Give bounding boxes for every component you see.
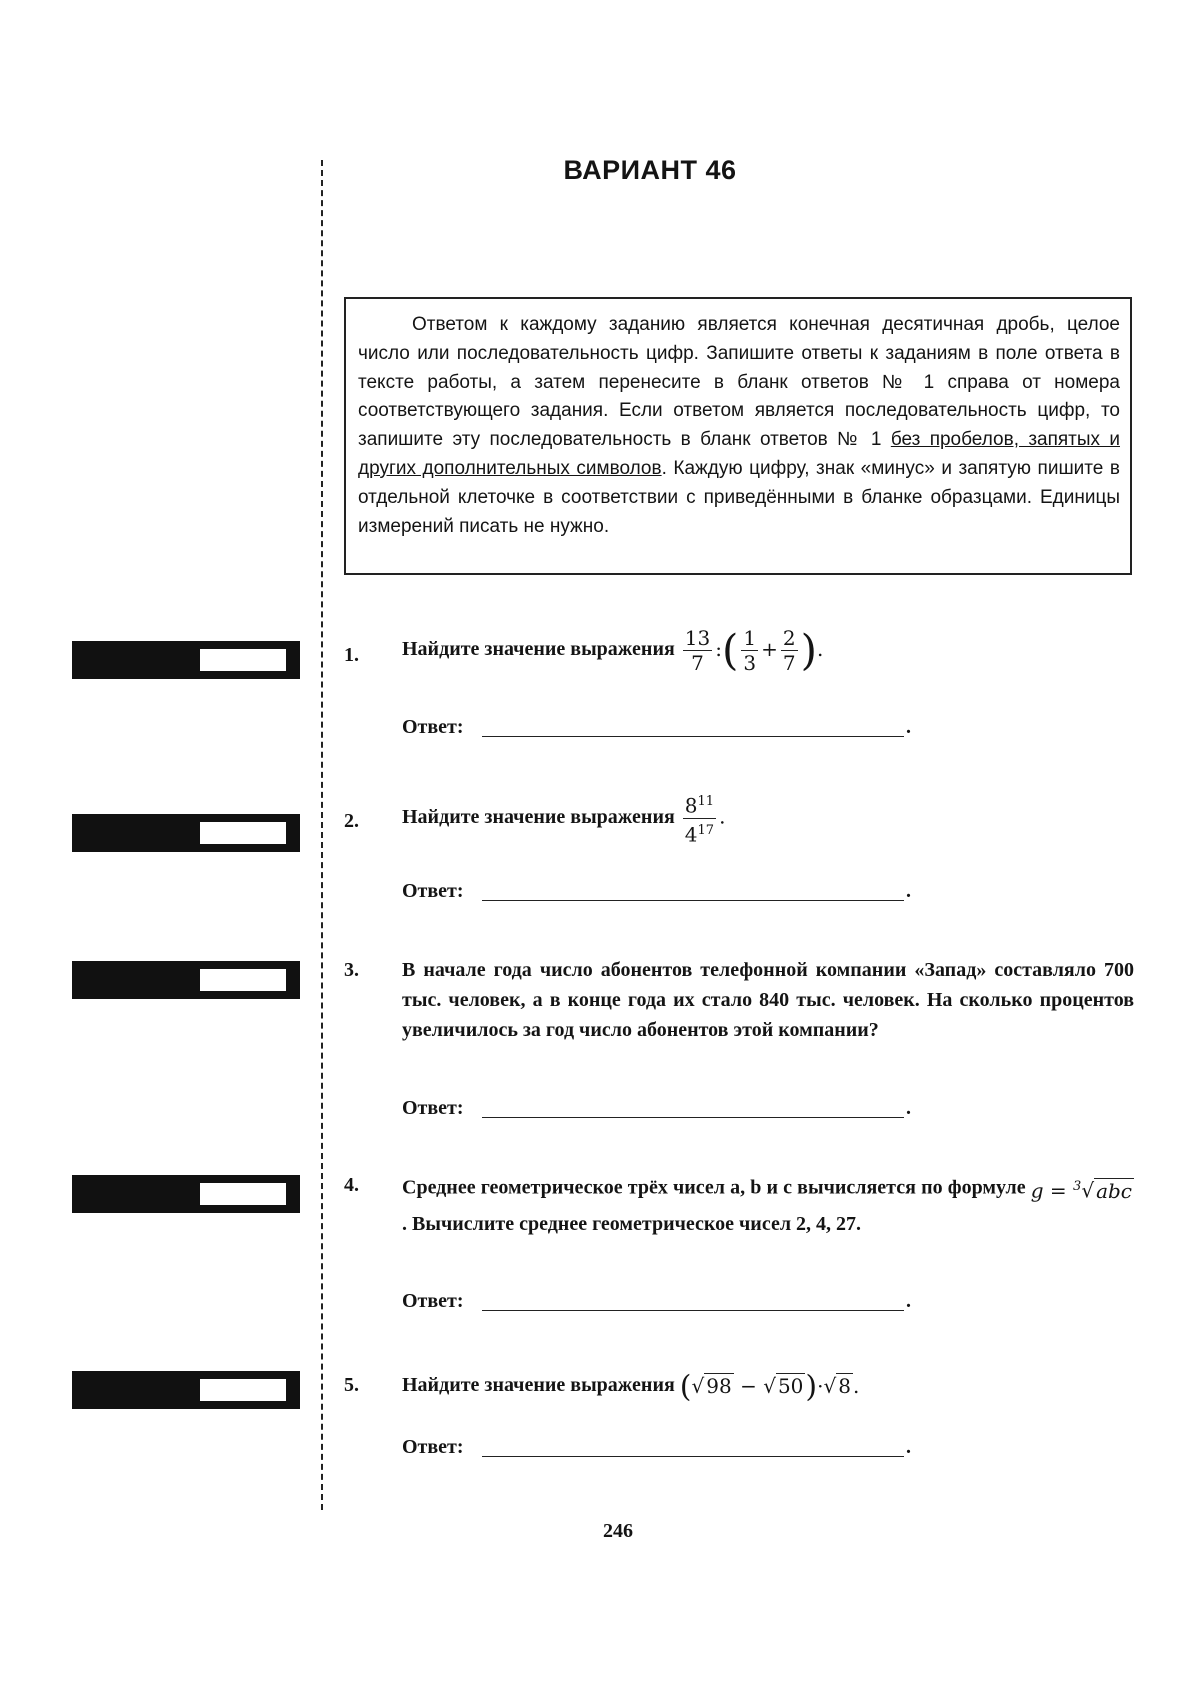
fraction-denominator: 3 xyxy=(743,651,757,675)
task-number: 2. xyxy=(344,810,359,832)
times-sign: · xyxy=(817,1373,824,1398)
task-text: Найдите значение выражения xyxy=(402,638,675,661)
answer-field-2[interactable]: Ответ: . xyxy=(402,880,911,902)
task-4 xyxy=(344,1170,1134,1241)
root-index: 3 xyxy=(1073,1179,1082,1194)
marker-window xyxy=(198,1377,288,1403)
cut-line xyxy=(321,160,323,1510)
task-number: 1. xyxy=(344,644,359,666)
task-text: Найдите значение выражения xyxy=(402,805,675,828)
fraction-numerator: 2 xyxy=(782,626,796,650)
task-5 xyxy=(344,1369,1134,1405)
answer-marker-5 xyxy=(72,1371,300,1409)
answer-marker-3 xyxy=(72,961,300,999)
task-4-formula: g = $^3$√ abc xyxy=(1030,1178,1132,1203)
answer-label: Ответ: xyxy=(402,1290,464,1312)
answer-line[interactable] xyxy=(482,736,904,737)
task-5-expression: (√ 98 − √ 50)·√ 8 . xyxy=(679,1369,860,1405)
task-number: 4. xyxy=(344,1174,359,1196)
fraction-denominator: 7 xyxy=(782,651,796,675)
answer-field-5[interactable]: Ответ: . xyxy=(402,1436,911,1458)
radicand-1: 98 xyxy=(706,1373,732,1398)
answer-field-3[interactable]: Ответ: . xyxy=(402,1097,911,1119)
plus-sign: + xyxy=(761,637,778,661)
task-text: В начале года число абонентов телефонной компании «Запад» составляло 700 тыс. человек, а в конце года их стало 840 тыс. человек. На сколько процентов увеличилось за год число абонентов этой компании? xyxy=(402,959,1134,1041)
answer-field-1[interactable]: Ответ: . xyxy=(402,716,911,738)
answer-field-4[interactable]: Ответ: . xyxy=(402,1290,911,1312)
marker-window xyxy=(198,820,288,846)
task-text: Найдите значение выражения xyxy=(402,1374,675,1396)
task-text-end: . Вычислите среднее геометрическое чисел 2, 4, 27. xyxy=(402,1212,862,1235)
marker-window xyxy=(198,1181,288,1207)
task-text: Среднее геометрическое трёх чисел a, b и c вычисляется по формуле xyxy=(402,1176,1026,1199)
instructions-text-end: . Каждую цифру, знак «минус» и запятую пишите в отдельной клеточке в соответствии с приведёнными в бланке образцами. Единицы измерений писать не нужно. xyxy=(358,457,1120,537)
answer-label: Ответ: xyxy=(402,1097,464,1119)
answer-label: Ответ: xyxy=(402,716,464,738)
task-1-expression: $\frac{13}{7}$ :( $\frac{1}{3}$ + $\frac{2}{7}$ ). xyxy=(684,625,824,675)
numerator-exponent: 11 xyxy=(697,794,715,809)
task-2-expression: $\frac{8^{11}}{4^{17}}$ . xyxy=(680,790,726,846)
instructions-text: Ответом к каждому заданию является конечная десятичная дробь, целое число или последовательность цифр. Запишите ответы к заданиям в поле ответа в тексте работы, а затем перенесите в бланк ответов № 1 справа от номера соответствующего задания. Если ответом является последовательность цифр, то запишите эту последовательность в бланк ответов № 1 xyxy=(358,314,1120,451)
answer-line[interactable] xyxy=(482,1117,904,1118)
task-number: 5. xyxy=(344,1374,359,1396)
formula-lhs: g = xyxy=(1030,1178,1067,1203)
answer-line[interactable] xyxy=(482,1456,904,1457)
answer-line[interactable] xyxy=(482,1310,904,1311)
fraction-denominator: 7 xyxy=(691,651,704,675)
fraction-numerator: 13 xyxy=(684,626,711,650)
colon-sign: : xyxy=(715,637,722,661)
fraction-numerator: 1 xyxy=(743,626,757,650)
answer-line[interactable] xyxy=(482,900,904,901)
minus-sign: − xyxy=(740,1373,757,1398)
answer-label: Ответ: xyxy=(402,1436,464,1458)
numerator-base: 8 xyxy=(684,793,698,818)
radicand-2: 50 xyxy=(777,1373,804,1398)
task-number: 3. xyxy=(344,959,359,981)
answer-marker-1 xyxy=(72,641,300,679)
marker-window xyxy=(198,967,288,993)
page-number: 246 xyxy=(603,1520,633,1542)
answer-marker-2 xyxy=(72,814,300,852)
marker-window xyxy=(198,647,288,673)
answer-marker-4 xyxy=(72,1175,300,1213)
instructions-underlined: без пробелов, запятых и других дополнительных символов xyxy=(358,429,1120,479)
radicand: abc xyxy=(1096,1178,1132,1203)
page-title: ВАРИАНТ 46 xyxy=(563,155,737,185)
task-2 xyxy=(344,793,1134,847)
instructions-box xyxy=(344,297,1132,575)
task-1 xyxy=(344,625,1134,675)
radicand-3: 8 xyxy=(838,1373,851,1398)
denominator-exponent: 17 xyxy=(697,822,715,838)
answer-label: Ответ: xyxy=(402,880,464,902)
task-3 xyxy=(344,955,1134,1045)
denominator-base: 4 xyxy=(684,822,698,847)
